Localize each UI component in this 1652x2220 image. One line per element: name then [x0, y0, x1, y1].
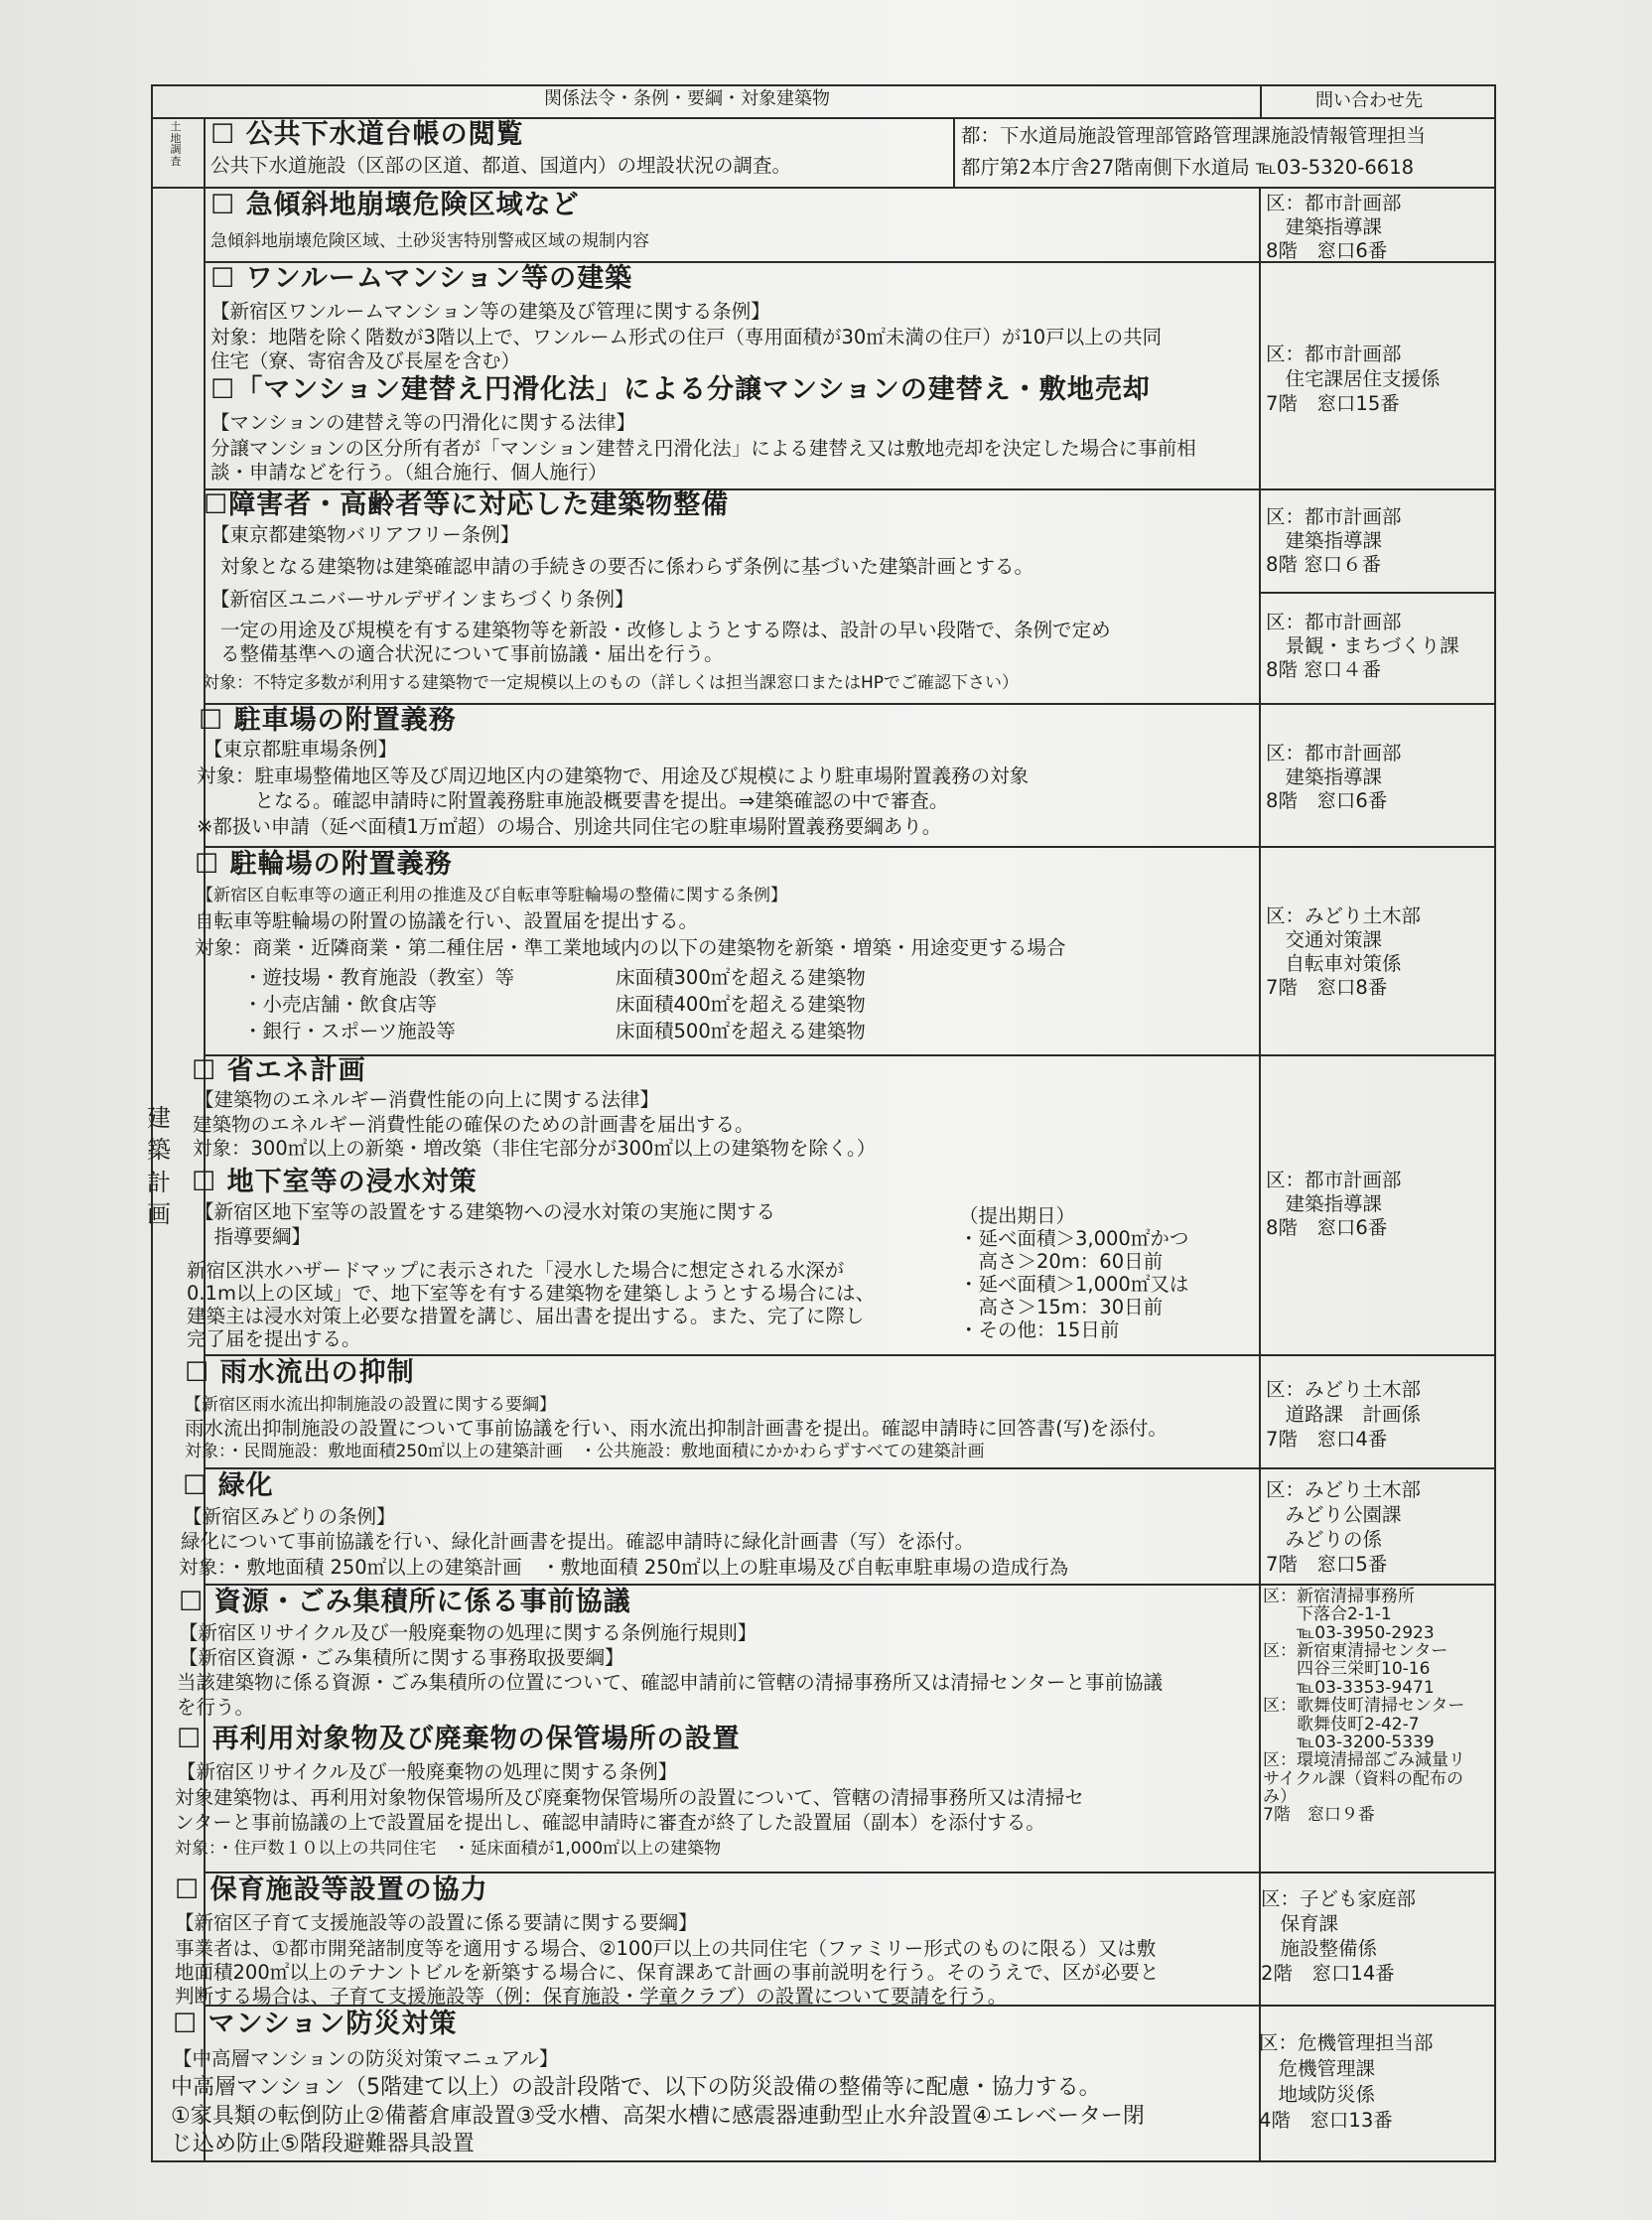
barrier-text-4: 対象：不特定多数が利用する建築物で一定規模以上のもの（詳しくは担当課窓口またはHPでご確認下さい） [203, 673, 1020, 693]
disaster-contact-3: 地域防災係 [1259, 2083, 1376, 2106]
oneroom-text-1: 対象：地階を除く階数が3階以上で、ワンルーム形式の住戸（専用面積が30㎡未満の住戸）が10戸以上の共同 [210, 326, 1163, 348]
slope-contact-2: 建築指導課 [1266, 215, 1383, 238]
rain-text-2: 対象：・民間施設：敷地面積250㎡以上の建築計画 ・公共施設：敷地面積にかかわらずすべての建築計画 [185, 1442, 985, 1461]
bicycle-law: 【新宿区自転車等の適正利用の推進及び自転車等駐輪場の整備に関する条例】 [197, 886, 787, 905]
barrier-text-1: 対象となる建築物は建築確認申請の手続きの要否に係わらず条例に基づいた建築計画とする。 [220, 555, 1034, 578]
bicycle-row-1-area: 床面積300㎡を超える建築物 [616, 966, 866, 989]
flood-title: ☐ 地下室等の浸水対策 [192, 1167, 478, 1197]
barrier-text-2: 一定の用途及び規模を有する建築物等を新設・改修しようとする際は、設計の早い段階で、条例で定め [220, 619, 1111, 641]
childcare-contact-3: 施設整備係 [1261, 1937, 1378, 1960]
oneroom-text-2: 住宅（寮、寄宿舎及び長屋を含む） [210, 349, 521, 372]
bicycle-text-2: 対象：商業・近隣商業・第二種住居・準工業地域内の以下の建築物を新築・増築・用途変更する場合 [195, 936, 1066, 959]
waste-law-1: 【新宿区リサイクル及び一般廃棄物の処理に関する条例施行規則】 [179, 1621, 757, 1644]
energy-text-2: 対象：300㎡以上の新築・増改築（非住宅部分が300㎡以上の建築物を除く。） [193, 1137, 877, 1160]
rain-contact-3: 7階 窓口4番 [1266, 1428, 1388, 1451]
barrier-contact1-1: 区：都市計画部 [1266, 505, 1402, 528]
slope-title: ☐ 急傾斜地崩壊危険区域など [210, 190, 580, 220]
header-contact: 問い合わせ先 [1315, 90, 1423, 111]
disaster-contact-1: 区：危機管理担当部 [1259, 2031, 1434, 2054]
childcare-contact-1: 区：子ども家庭部 [1261, 1887, 1417, 1910]
childcare-contact-2: 保育課 [1261, 1912, 1339, 1935]
parking-contact-2: 建築指導課 [1266, 765, 1383, 788]
parking-text-3: ※都扱い申請（延べ面積1万㎡超）の場合、別途共同住宅の駐車場附置義務要綱あり。 [197, 815, 942, 838]
oneroom-title: ☐ ワンルームマンション等の建築 [210, 263, 633, 294]
flood-law-2: 指導要綱】 [195, 1225, 312, 1248]
slope-text: 急傾斜地崩壊危険区域、土砂災害特別警戒区域の規制内容 [210, 231, 649, 251]
parking-contact-1: 区：都市計画部 [1266, 742, 1402, 764]
childcare-contact-4: 2階 窓口14番 [1261, 1962, 1395, 1985]
rebuild-law: 【マンションの建替え等の円滑化に関する法律】 [210, 411, 636, 434]
rebuild-contact-2: 住宅課居住支援係 [1266, 367, 1441, 390]
parking-text-1: 対象：駐車場整備地区等及び周辺地区内の建築物で、用途及び規模により駐車場附置義務の対象 [197, 764, 1030, 787]
energy-text-1: 建築物のエネルギー消費性能の確保のための計画書を届出する。 [193, 1113, 755, 1136]
bicycle-title: ☐ 駐輪場の附置義務 [195, 849, 453, 880]
barrier-contact2-1: 区：都市計画部 [1266, 611, 1402, 633]
green-text-2: 対象：・敷地面積 250㎡以上の建築計画 ・敷地面積 250㎡以上の駐車場及び自転車駐車場の造成行為 [179, 1556, 1069, 1579]
flood-contact-2: 建築指導課 [1266, 1192, 1383, 1215]
rain-title: ☐ 雨水流出の抑制 [185, 1357, 415, 1388]
bicycle-row-1-use: ・遊技場・教育施設（教室）等 [243, 966, 515, 989]
bicycle-row-3-use: ・銀行・スポーツ施設等 [243, 1020, 456, 1042]
disaster-text-1: 中高層マンション（5階建て以上）の設計段階で、以下の防災設備の整備等に配慮・協力する。 [171, 2075, 1101, 2100]
rebuild-contact-3: 7階 窓口15番 [1266, 392, 1400, 415]
bicycle-contact-2: 交通対策課 [1266, 928, 1383, 951]
rebuild-title: ☐「マンション建替え円滑化法」による分譲マンションの建替え・敷地売却 [210, 374, 1151, 405]
slope-contact-1: 区：都市計画部 [1266, 192, 1402, 214]
side-label-plan: 建築計画 [147, 1104, 171, 1229]
waste-text-3: 対象建築物は、再利用対象物保管場所及び廃棄物保管場所の設置について、管轄の清掃事務所又は清掃セ [175, 1786, 1084, 1809]
waste-law-2: 【新宿区資源・ごみ集積所に関する事務取扱要綱】 [179, 1646, 624, 1669]
energy-law: 【建築物のエネルギー消費性能の向上に関する法律】 [195, 1088, 660, 1111]
rain-contact-2: 道路課 計画係 [1266, 1403, 1422, 1426]
side-label-survey: 土地調査 [170, 120, 182, 168]
waste-contact: 区：新宿清掃事務所 下落合2-1-1 ℡03-3950-2923 区：新宿東清掃センター 四谷三栄町10-16 ℡03-3353-9471 区：歌舞伎町清掃センター 歌舞伎町2-42-7 ℡03-3200-5339 区：環境清掃部ごみ減量リ サイクル課（資料の配布の み） 7階 窓口９番 [1263, 1587, 1465, 1826]
green-contact-2: みどり公園課 [1266, 1503, 1402, 1526]
flood-deadline: （提出期日） ・延べ面積＞3,000㎡かつ 高さ＞20m：60日前 ・延べ面積＞1,000㎡又は 高さ＞15m：30日前 ・その他：15日前 [959, 1204, 1189, 1341]
green-contact-4: 7階 窓口5番 [1266, 1553, 1388, 1576]
barrier-contact2-3: 8階 窓口４番 [1266, 658, 1382, 681]
disaster-law: 【中高層マンションの防災対策マニュアル】 [173, 2047, 559, 2070]
waste-title-2: ☐ 再利用対象物及び廃棄物の保管場所の設置 [177, 1724, 741, 1754]
parking-law: 【東京都駐車場条例】 [204, 738, 398, 761]
rain-text-1: 雨水流出抑制施設の設置について事前協議を行い、雨水流出抑制計画書を提出。確認申請時に回答書(写)を添付。 [185, 1417, 1168, 1440]
parking-contact-3: 8階 窓口6番 [1266, 789, 1388, 812]
barrier-contact1-2: 建築指導課 [1266, 529, 1383, 552]
waste-text-1: 当該建築物に係る資源・ごみ集積所の位置について、確認申請前に管轄の清掃事務所又は清掃センターと事前協議 [177, 1671, 1163, 1694]
childcare-text-3: 判断する場合は、子育て支援施設等（例：保育施設・学童クラブ）の設置について要請を行う。 [175, 1985, 1008, 2008]
childcare-title: ☐ 保育施設等設置の協力 [175, 1874, 488, 1905]
rebuild-text-2: 談・申請などを行う。（組合施行、個人施行） [210, 461, 608, 484]
flood-contact-3: 8階 窓口6番 [1266, 1216, 1388, 1239]
green-contact-3: みどりの係 [1266, 1528, 1383, 1551]
oneroom-law: 【新宿区ワンルームマンション等の建築及び管理に関する条例】 [210, 300, 770, 323]
bicycle-row-3-area: 床面積500㎡を超える建築物 [616, 1020, 866, 1042]
sewer-text: 公共下水道施設（区部の区道、都道、国道内）の埋設状況の調査。 [210, 154, 792, 177]
barrier-title: ☐障害者・高齢者等に対応した建築物整備 [204, 489, 730, 520]
disaster-contact-2: 危機管理課 [1259, 2057, 1376, 2080]
disaster-text-3: じ込め防止⑤階段避難器具設置 [171, 2132, 475, 2156]
green-text-1: 緑化について事前協議を行い、緑化計画書を提出。確認申請時に緑化計画書（写）を添付。 [181, 1530, 975, 1553]
bicycle-contact-1: 区：みどり土木部 [1266, 904, 1422, 927]
bicycle-contact-4: 7階 窓口8番 [1266, 976, 1388, 999]
disaster-text-2: ①家具類の転倒防止②備蓄倉庫設置③受水槽、高架水槽に感震器連動型止水弁設置④エレベーター閉 [171, 2104, 1145, 2129]
disaster-contact-4: 4階 窓口13番 [1259, 2109, 1393, 2132]
flood-body: 新宿区洪水ハザードマップに表示された「浸水した場合に想定される水深が 0.1m以上の区域」で、地下室等を有する建築物を建築しようとする場合には、 建築主は浸水対策上必要な措置を講じ、届出書を提出する。また、完了に際し 完了届を提出する。 [187, 1259, 876, 1350]
flood-law-1: 【新宿区地下室等の設置をする建築物への浸水対策の実施に関する [195, 1200, 776, 1223]
rain-contact-1: 区：みどり土木部 [1266, 1378, 1422, 1401]
rain-law: 【新宿区雨水流出抑制施設の設置に関する要綱】 [185, 1395, 556, 1415]
sewer-title: ☐ 公共下水道台帳の閲覧 [210, 119, 524, 150]
waste-title: ☐ 資源・ごみ集積所に係る事前協議 [179, 1587, 631, 1617]
flood-contact-1: 区：都市計画部 [1266, 1169, 1402, 1191]
green-contact-1: 区：みどり土木部 [1266, 1478, 1422, 1501]
rebuild-text-1: 分譲マンションの区分所有者が「マンション建替え円滑化法」による建替え又は敷地売却を決定した場合に事前相 [210, 437, 1196, 460]
waste-text-4: ンターと事前協議の上で設置届を提出し、確認申請時に審査が終了した設置届（副本）を添付する。 [175, 1811, 1045, 1834]
childcare-text-2: 地面積200㎡以上のテナントビルを新築する場合に、保育課あて計画の事前説明を行う。そのうえで、区が必要と [175, 1961, 1160, 1984]
barrier-contact2-2: 景観・まちづくり課 [1266, 634, 1459, 657]
energy-title: ☐ 省エネ計画 [192, 1055, 366, 1086]
waste-text-5: 対象：・住戸数１０以上の共同住宅 ・延床面積が1,000㎡以上の建築物 [175, 1839, 722, 1859]
childcare-text-1: 事業者は、①都市開発諸制度等を適用する場合、②100戸以上の共同住宅（ファミリー形式のものに限る）又は敷 [175, 1937, 1157, 1960]
bicycle-row-2-area: 床面積400㎡を超える建築物 [616, 993, 866, 1016]
parking-title: ☐ 駐車場の附置義務 [199, 705, 457, 736]
waste-text-2: を行う。 [177, 1696, 255, 1719]
slope-contact-3: 8階 窓口6番 [1266, 239, 1388, 262]
green-title: ☐ 緑化 [183, 1470, 274, 1501]
barrier-contact1-3: 8階 窓口６番 [1266, 553, 1382, 576]
sewer-contact-1: 都：下水道局施設管理部管路管理課施設情報管理担当 [961, 124, 1427, 147]
bicycle-contact-3: 自転車対策係 [1266, 952, 1402, 975]
barrier-law-1: 【東京都建築物バリアフリー条例】 [210, 523, 520, 546]
parking-text-2: となる。確認申請時に附置義務駐車施設概要書を提出。⇒建築確認の中で審査。 [197, 789, 949, 812]
header-laws: 関係法令・条例・要綱・対象建築物 [544, 88, 830, 109]
green-law: 【新宿区みどりの条例】 [183, 1505, 396, 1528]
childcare-law: 【新宿区子育て支援施設等の設置に係る要請に関する要綱】 [175, 1911, 698, 1934]
sewer-contact-2: 都庁第2本庁舎27階南側下水道局 ℡03-5320-6618 [961, 156, 1415, 179]
rebuild-contact-1: 区：都市計画部 [1266, 343, 1402, 365]
barrier-law-2: 【新宿区ユニバーサルデザインまちづくり条例】 [210, 588, 634, 611]
waste-law-3: 【新宿区リサイクル及び一般廃棄物の処理に関する条例】 [177, 1760, 678, 1783]
bicycle-text-1: 自転車等駐輪場の附置の協議を行い、設置届を提出する。 [195, 909, 699, 932]
barrier-text-3: る整備基準への適合状況について事前協議・届出を行う。 [220, 642, 724, 665]
bicycle-row-2-use: ・小売店舗・飲食店等 [243, 993, 438, 1016]
disaster-title: ☐ マンション防災対策 [173, 2009, 458, 2039]
